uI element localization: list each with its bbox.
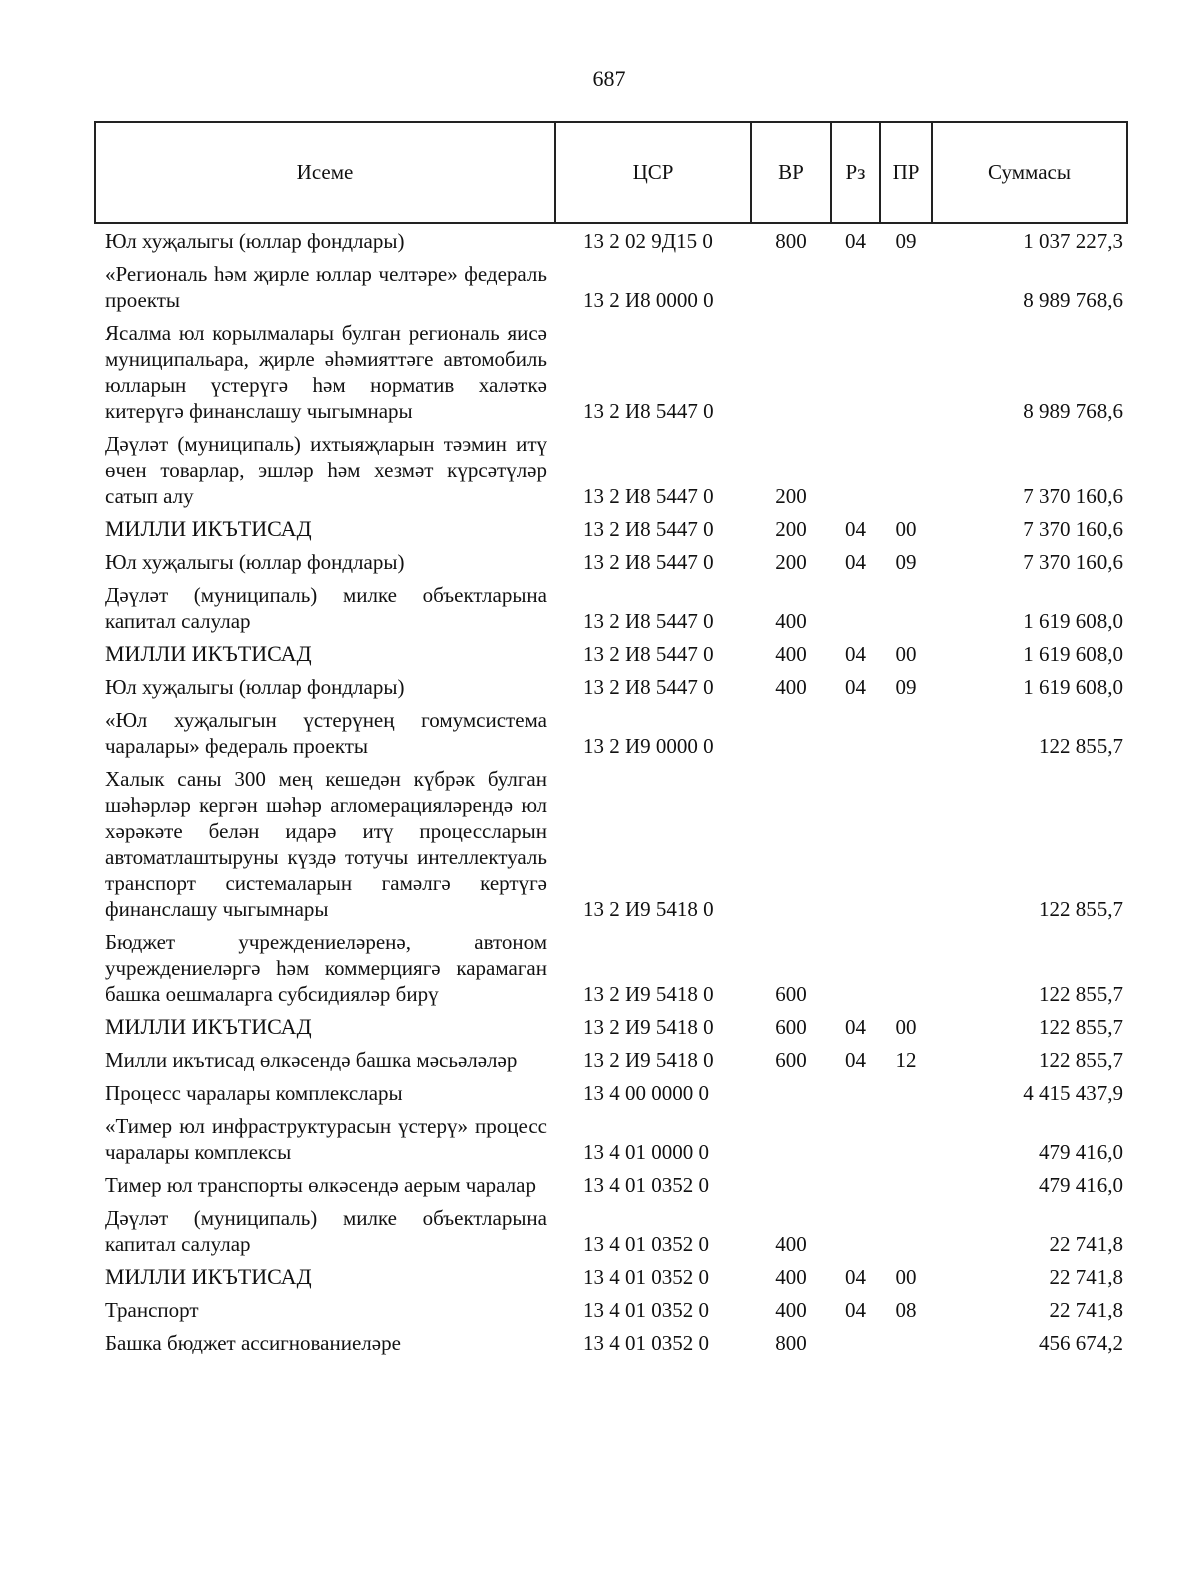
- row-rz-cell: [831, 1201, 880, 1260]
- row-vr-cell: [751, 257, 831, 316]
- row-name-cell: «Юл хуҗалыгын үстерүнең гомумсистема чаралары» федераль проекты: [105, 708, 547, 758]
- row-sum-cell: 7 370 160,6: [1023, 550, 1123, 574]
- row-csr-cell: 13 2 И8 5447 0: [583, 609, 714, 633]
- header-sum: Суммасы: [932, 122, 1127, 223]
- row-rz-cell: [831, 578, 880, 637]
- table-row: [95, 316, 1127, 427]
- row-pr-cell: [880, 762, 932, 925]
- row-csr-cell: 13 2 И8 5447 0: [583, 550, 714, 574]
- row-name-cell: Ясалма юл корылмалары булган региональ яисә муниципальара, җирле әһәмияттәге автомобиль юлларын үстерүгә һәм норматив халәткә китерүгә финанслашу чыгымнары: [105, 321, 547, 423]
- row-sum-cell: 8 989 768,6: [1023, 399, 1123, 423]
- row-name-cell: МИЛЛИ ИКЪТИСАД: [105, 1014, 312, 1039]
- row-pr-cell: [880, 925, 932, 1010]
- row-csr-cell: 13 4 01 0352 0: [583, 1232, 709, 1256]
- row-sum-cell: 8 989 768,6: [1023, 288, 1123, 312]
- page-number: 687: [592, 66, 626, 91]
- row-name-cell: Процесс чаралары комплекслары: [105, 1081, 403, 1105]
- row-pr-cell: 09: [895, 675, 917, 699]
- row-rz-cell: 04: [845, 517, 866, 541]
- row-vr-cell: [751, 1076, 831, 1109]
- row-vr-cell: 600: [775, 1048, 807, 1072]
- row-vr-cell: [751, 1168, 831, 1201]
- row-csr-cell: 13 4 01 0352 0: [583, 1298, 709, 1322]
- table-row: [95, 1293, 1127, 1326]
- table-row: [95, 762, 1127, 925]
- table-row: [95, 703, 1127, 762]
- row-vr-cell: 400: [775, 609, 807, 633]
- row-csr-cell: 13 2 И9 5418 0: [583, 1015, 714, 1039]
- row-vr-cell: 600: [775, 982, 807, 1006]
- row-csr-cell: 13 2 02 9Д15 0: [583, 229, 713, 253]
- table-row: [95, 545, 1127, 578]
- row-sum-cell: 7 370 160,6: [1023, 484, 1123, 508]
- row-rz-cell: [831, 1168, 880, 1201]
- row-vr-cell: [751, 703, 831, 762]
- row-csr-cell: 13 2 И8 0000 0: [583, 288, 714, 312]
- row-name-cell: МИЛЛИ ИКЪТИСАД: [105, 516, 312, 541]
- table-row: [95, 670, 1127, 703]
- row-name-cell: Халык саны 300 мең кешедән күбрәк булган шәһәрләр кергән шәһәр агломерацияләрендә юл хәрәкәте белән идарә итү процессларын автоматлаштыруны күздә тотучы интеллектуаль транспорт системаларын гамәлгә кертүгә финанслашу чыгымнары: [105, 767, 547, 921]
- row-sum-cell: 122 855,7: [1039, 1048, 1123, 1072]
- row-rz-cell: [831, 1109, 880, 1168]
- row-csr-cell: 13 4 01 0352 0: [583, 1265, 709, 1289]
- budget-table: [94, 121, 1128, 1359]
- row-pr-cell: [880, 427, 932, 512]
- row-vr-cell: [751, 762, 831, 925]
- row-rz-cell: [831, 1326, 880, 1359]
- row-rz-cell: 04: [845, 1265, 866, 1289]
- table-row: [95, 1201, 1127, 1260]
- table-row: [95, 223, 1127, 257]
- row-pr-cell: 08: [895, 1298, 917, 1322]
- row-vr-cell: 800: [775, 229, 807, 253]
- row-sum-cell: 7 370 160,6: [1023, 517, 1123, 541]
- row-name-cell: Дәүләт (муниципаль) ихтыяҗларын тәэмин итү өчен товарлар, эшләр һәм хезмәт күрсәтүләр сатып алу: [105, 432, 547, 508]
- row-name-cell: Башка бюджет ассигнованиеләре: [105, 1331, 401, 1355]
- row-vr-cell: 400: [775, 675, 807, 699]
- row-rz-cell: 04: [845, 675, 866, 699]
- row-name-cell: Транспорт: [105, 1298, 199, 1322]
- row-sum-cell: 122 855,7: [1039, 734, 1123, 758]
- row-rz-cell: [831, 257, 880, 316]
- row-name-cell: Тимер юл транспорты өлкәсендә аерым чаралар: [105, 1173, 536, 1197]
- table-row: [95, 637, 1127, 670]
- row-vr-cell: 400: [775, 642, 807, 666]
- row-pr-cell: [880, 1201, 932, 1260]
- row-sum-cell: 22 741,8: [1049, 1298, 1123, 1322]
- header-vr: ВР: [751, 122, 831, 223]
- row-sum-cell: 456 674,2: [1039, 1331, 1123, 1355]
- table-row: [95, 1326, 1127, 1359]
- row-csr-cell: 13 4 01 0000 0: [583, 1140, 709, 1164]
- row-sum-cell: 479 416,0: [1039, 1173, 1123, 1197]
- row-sum-cell: 1 619 608,0: [1023, 609, 1123, 633]
- row-vr-cell: [751, 1109, 831, 1168]
- row-sum-cell: 22 741,8: [1049, 1232, 1123, 1256]
- row-pr-cell: 00: [895, 517, 917, 541]
- row-pr-cell: [880, 1109, 932, 1168]
- table-header: [95, 122, 1127, 223]
- row-name-cell: Юл хуҗалыгы (юллар фондлары): [105, 675, 405, 699]
- row-pr-cell: 00: [895, 1015, 917, 1039]
- row-vr-cell: 200: [775, 484, 807, 508]
- row-pr-cell: [880, 578, 932, 637]
- row-pr-cell: [880, 1326, 932, 1359]
- row-vr-cell: 400: [775, 1298, 807, 1322]
- row-name-cell: МИЛЛИ ИКЪТИСАД: [105, 641, 312, 666]
- row-vr-cell: [751, 316, 831, 427]
- header-pr: ПР: [880, 122, 932, 223]
- row-sum-cell: 22 741,8: [1049, 1265, 1123, 1289]
- row-pr-cell: 09: [895, 550, 917, 574]
- row-rz-cell: 04: [845, 550, 866, 574]
- table-row: [95, 1109, 1127, 1168]
- row-rz-cell: [831, 703, 880, 762]
- row-rz-cell: [831, 316, 880, 427]
- header-name: Исеме: [95, 122, 555, 223]
- header-rz: Рз: [831, 122, 880, 223]
- row-sum-cell: 479 416,0: [1039, 1140, 1123, 1164]
- table-row: [95, 925, 1127, 1010]
- row-csr-cell: 13 2 И8 5447 0: [583, 484, 714, 508]
- row-name-cell: Дәүләт (муниципаль) милке объектларына капитал салулар: [105, 583, 547, 633]
- row-pr-cell: 00: [895, 642, 917, 666]
- row-csr-cell: 13 2 И9 0000 0: [583, 734, 714, 758]
- row-name-cell: «Тимер юл инфраструктурасын үстерү» процесс чаралары комплексы: [105, 1114, 547, 1164]
- row-vr-cell: 200: [775, 550, 807, 574]
- row-csr-cell: 13 2 И9 5418 0: [583, 897, 714, 921]
- row-name-cell: Юл хуҗалыгы (юллар фондлары): [105, 229, 405, 253]
- row-name-cell: «Региональ һәм җирле юллар челтәре» федераль проекты: [105, 262, 547, 312]
- table-row: [95, 512, 1127, 545]
- row-name-cell: Дәүләт (муниципаль) милке объектларына капитал салулар: [105, 1206, 547, 1256]
- row-rz-cell: [831, 925, 880, 1010]
- row-pr-cell: [880, 316, 932, 427]
- header-csr: ЦСР: [555, 122, 751, 223]
- table-row: [95, 1260, 1127, 1293]
- row-rz-cell: [831, 427, 880, 512]
- row-rz-cell: 04: [845, 642, 866, 666]
- row-name-cell: Бюджет учреждениеләренә, автоном учреждениеләргә һәм коммерциягә карамаган башка оешмаларга субсидияләр бирү: [105, 930, 547, 1006]
- row-sum-cell: 122 855,7: [1039, 982, 1123, 1006]
- row-csr-cell: 13 2 И8 5447 0: [583, 675, 714, 699]
- row-sum-cell: 4 415 437,9: [1023, 1081, 1123, 1105]
- row-csr-cell: 13 2 И9 5418 0: [583, 982, 714, 1006]
- row-sum-cell: 1 619 608,0: [1023, 642, 1123, 666]
- row-csr-cell: 13 4 01 0352 0: [583, 1331, 709, 1355]
- row-rz-cell: 04: [845, 229, 866, 253]
- row-rz-cell: 04: [845, 1015, 866, 1039]
- row-rz-cell: [831, 762, 880, 925]
- row-name-cell: МИЛЛИ ИКЪТИСАД: [105, 1264, 312, 1289]
- row-sum-cell: 1 619 608,0: [1023, 675, 1123, 699]
- table-row: [95, 1010, 1127, 1043]
- row-pr-cell: 09: [895, 229, 917, 253]
- table-body: [95, 223, 1127, 1359]
- row-sum-cell: 122 855,7: [1039, 1015, 1123, 1039]
- row-csr-cell: 13 2 И8 5447 0: [583, 642, 714, 666]
- row-sum-cell: 1 037 227,3: [1023, 229, 1123, 253]
- row-csr-cell: 13 2 И9 5418 0: [583, 1048, 714, 1072]
- table-row: [95, 1168, 1127, 1201]
- row-rz-cell: 04: [845, 1048, 866, 1072]
- row-csr-cell: 13 4 00 0000 0: [583, 1081, 709, 1105]
- table-row: [95, 427, 1127, 512]
- table-row: [95, 1043, 1127, 1076]
- row-vr-cell: 200: [775, 517, 807, 541]
- row-csr-cell: 13 2 И8 5447 0: [583, 399, 714, 423]
- row-vr-cell: 800: [775, 1331, 807, 1355]
- row-pr-cell: 00: [895, 1265, 917, 1289]
- row-csr-cell: 13 2 И8 5447 0: [583, 517, 714, 541]
- row-rz-cell: 04: [845, 1298, 866, 1322]
- row-vr-cell: 400: [775, 1232, 807, 1256]
- row-pr-cell: [880, 257, 932, 316]
- table-row: [95, 257, 1127, 316]
- row-vr-cell: 600: [775, 1015, 807, 1039]
- row-pr-cell: [880, 703, 932, 762]
- row-sum-cell: 122 855,7: [1039, 897, 1123, 921]
- row-pr-cell: 12: [895, 1048, 917, 1072]
- row-pr-cell: [880, 1168, 932, 1201]
- row-name-cell: Милли икътисад өлкәсендә башка мәсьәләләр: [105, 1048, 518, 1072]
- row-pr-cell: [880, 1076, 932, 1109]
- row-name-cell: Юл хуҗалыгы (юллар фондлары): [105, 550, 405, 574]
- row-csr-cell: 13 4 01 0352 0: [583, 1173, 709, 1197]
- row-rz-cell: [831, 1076, 880, 1109]
- table-row: [95, 1076, 1127, 1109]
- table-row: [95, 578, 1127, 637]
- row-vr-cell: 400: [775, 1265, 807, 1289]
